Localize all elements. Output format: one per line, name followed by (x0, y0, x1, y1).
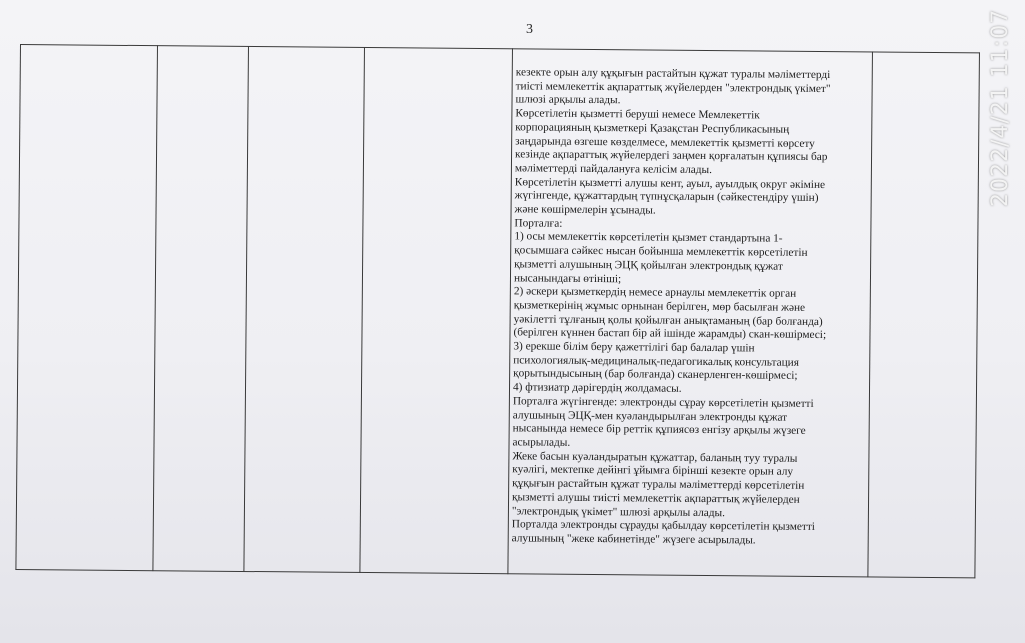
cell-text-line: Порталға жүгінгенде: электронды сұрау көрсетілетін қызметті (512, 395, 814, 410)
cell-text-line: нысанында немесе бір реттік құпиясөз енгізу арқылы жүзеге (512, 422, 806, 438)
cell-text-line: қызметті алушы тиісті мемлекеттік ақпараттық жүйелерден (512, 491, 800, 506)
document-table (15, 44, 980, 578)
cell-text-line: 3) ерекше білім беру қажеттілігі бар балалар үшін (513, 340, 755, 355)
table-cell-description (512, 66, 868, 549)
table-border-bottom (15, 569, 975, 578)
cell-text-line: нысанындағы өтініші; (513, 271, 622, 285)
cell-text-line: қызметті алушының ЭЦҚ қойылған электрондық құжат (514, 258, 783, 273)
table-border-right (974, 52, 980, 578)
cell-text-line: Жеке басын куәландыратын құжаттар, баланың туу туралы (512, 450, 798, 465)
cell-text-line: 2) әскери қызметкердің немесе арнаулы мемлекеттік орган (513, 285, 797, 301)
photo-timestamp-text: 2022/4/21 11:07 (988, 8, 1013, 207)
table-border-top (20, 44, 980, 53)
cell-text-line: Көрсетілетін қызметті беруші немесе Мемлекеттік (515, 107, 760, 122)
cell-text-line: заңдарында өзгеше көзделмесе, мемлекеттік қызметті көрсету (515, 134, 815, 150)
cell-text-line: жүгінгенде, құжаттардың түпнұсқаларын (сәйкестендіру үшін) (514, 189, 819, 205)
table-column-divider-3 (359, 47, 365, 573)
cell-text-line: құқығын растайтын құжат туралы мәліметтерді көрсетілетін (512, 477, 805, 492)
table-column-divider-5 (867, 51, 873, 577)
cell-text-line: кезекте орын алу құқығын растайтын құжат туралы мәліметтерді (515, 66, 831, 82)
table-border-left (15, 44, 21, 570)
cell-text-line: қызметкерінің жұмыс орнынан берілген, мөр басылған және (513, 299, 806, 314)
table-column-divider-2 (243, 46, 249, 572)
cell-text-line: шлюзі арқылы алады. (515, 93, 621, 107)
cell-text-line: қосымшаға сәйкес нысан бойынша мемлекеттік көрсетілетін (514, 244, 808, 260)
cell-text-line: куәлігі, мектепке дейінгі ұйымға бірінші кезекте орын алу (512, 463, 794, 479)
cell-text-line: уәкілетті тұлғаның қолы қойылған анықтаманың (бар болғанда) (513, 312, 823, 328)
cell-text-line: тиісті мемлекеттік ақпараттық жүйелерден "электрондық үкімет" (515, 80, 831, 95)
cell-text-line: асырылады. (512, 436, 571, 449)
cell-text-line: (берілген күннен бастап бір ай ішінде жарамды) скан-көшірмесі; (513, 326, 827, 342)
cell-text-line: Порталға: (514, 217, 563, 230)
cell-text-line: және көшірмелерін ұсынады. (514, 203, 656, 217)
cell-text-line: мәліметтерді пайдалануға келісім алады. (514, 162, 713, 176)
cell-text-line: алушының ЭЦҚ-мен куәландырылған электронды құжат (512, 408, 788, 424)
cell-text-line: қорытындысының (бар болғанда) сканерленген-көшірмесі; (513, 367, 798, 383)
page-number: 3 (526, 22, 533, 37)
cell-text-line: 4) фтизиатр дәрігердің жолдамасы. (512, 381, 682, 395)
cell-text-line: корпорацияның қызметкері Қазақстан Республикасының (515, 121, 790, 136)
cell-text-line: Порталда электронды сұрауды қабылдау көрсетілетін қызметті (511, 518, 815, 534)
cell-text-line: "электрондық үкімет" шлюзі арқылы алады. (511, 504, 726, 519)
cell-text-line: психологиялық-медициналық-педагогикалық консультация (513, 354, 799, 369)
cell-text-line: 1) осы мемлекеттік көрсетілетін қызмет стандартына 1- (514, 230, 783, 246)
photo-timestamp (985, 2, 1025, 212)
table-column-divider-1 (152, 45, 158, 571)
cell-text-line: алушының "жеке кабинетінде" жүзеге асырылады. (511, 532, 756, 547)
cell-text-line: кезінде ақпараттық жүйелердегі заңмен қорғалатын құпиясы бар (515, 148, 828, 164)
cell-text-line: Көрсетілетін қызметті алушы кент, ауыл, ауылдық округ әкіміне (514, 175, 826, 191)
